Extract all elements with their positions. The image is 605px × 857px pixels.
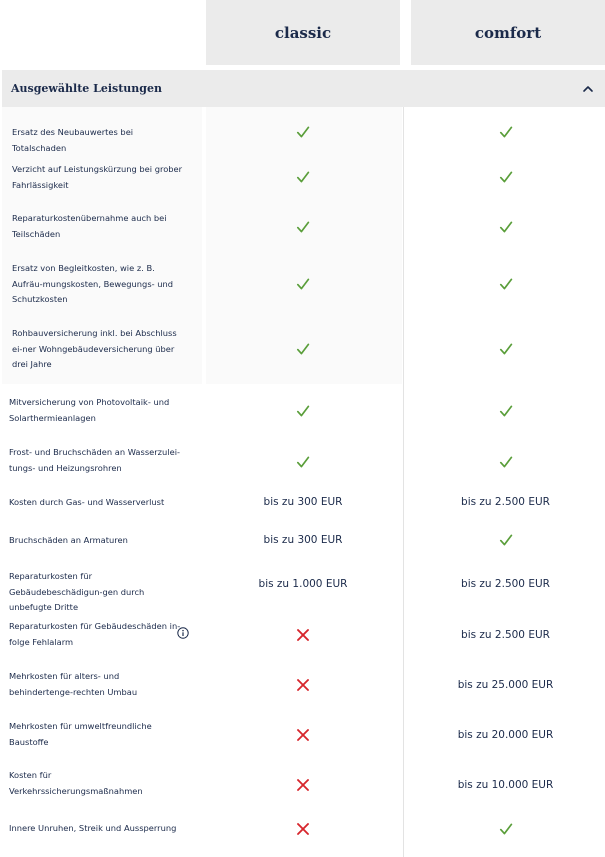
row-label: Reparaturkosten für Gebäudebeschädigun-gen durch unbefugte Dritte <box>9 571 145 612</box>
cross-icon <box>296 728 310 742</box>
row-label: Reparaturkosten für Gebäudeschäden in-folge Fehlalarm <box>9 621 181 647</box>
cell-comfort <box>406 725 605 745</box>
checkmark-icon <box>296 455 310 469</box>
cell-value: bis zu 300 EUR <box>263 496 343 508</box>
plan-name-comfort: comfort <box>474 23 542 42</box>
cell-classic <box>204 819 402 839</box>
checkmark-icon <box>296 404 310 418</box>
checkmark-icon <box>296 170 310 184</box>
cell-comfort <box>406 675 605 695</box>
checkmark-icon <box>499 822 513 836</box>
column-divider <box>403 107 404 857</box>
checkmark-icon <box>296 220 310 234</box>
cross-icon <box>296 678 310 692</box>
row-label: Kosten für Verkehrssicherungsmaßnahmen <box>9 770 143 796</box>
cell-comfort <box>406 530 605 550</box>
row-label: Rohbauversicherung inkl. bei Abschluss ei-ner Wohngebäudeversicherung über drei Jahre <box>12 328 177 369</box>
cross-icon <box>296 822 310 836</box>
cell-comfort <box>406 167 605 187</box>
plan-header-classic <box>206 0 400 65</box>
info-icon[interactable] <box>177 627 189 639</box>
cell-classic <box>204 625 402 645</box>
checkmark-icon <box>499 220 513 234</box>
checkmark-icon <box>499 125 513 139</box>
cell-classic <box>204 339 402 359</box>
row-label: Kosten durch Gas- und Wasserverlust <box>9 497 165 507</box>
cell-comfort <box>406 574 605 594</box>
cell-classic <box>204 492 402 512</box>
cell-comfort <box>406 401 605 421</box>
cell-classic <box>204 675 402 695</box>
cell-comfort <box>406 625 605 645</box>
row-label: Innere Unruhen, Streik und Aussperrung <box>9 823 177 833</box>
cell-comfort <box>406 122 605 142</box>
cell-classic <box>204 574 402 594</box>
cell-classic <box>204 452 402 472</box>
cell-comfort <box>406 217 605 237</box>
cell-classic <box>204 725 402 745</box>
cell-comfort <box>406 274 605 294</box>
cell-comfort <box>406 492 605 512</box>
checkmark-icon <box>499 533 513 547</box>
cell-classic <box>204 167 402 187</box>
chevron-up-icon[interactable] <box>582 83 594 95</box>
cell-value: bis zu 2.500 EUR <box>461 496 550 508</box>
row-label: Reparaturkostenübernahme auch bei Teilschäden <box>12 213 167 239</box>
cell-comfort <box>406 775 605 795</box>
cell-classic <box>204 401 402 421</box>
row-label: Frost- und Bruchschäden an Wasserzulei-tungs- und Heizungsrohren <box>9 447 180 473</box>
plan-name-classic: classic <box>274 23 332 42</box>
cross-icon <box>296 628 310 642</box>
cell-classic <box>204 122 402 142</box>
row-label: Ersatz des Neubauwertes bei Totalschaden <box>12 127 134 153</box>
cell-value: bis zu 1.000 EUR <box>258 578 348 590</box>
checkmark-icon <box>499 170 513 184</box>
cell-comfort <box>406 819 605 839</box>
row-label: Bruchschäden an Armaturen <box>9 535 128 545</box>
section-title: Ausgewählte Leistungen <box>11 82 162 95</box>
checkmark-icon <box>296 342 310 356</box>
cell-classic <box>204 775 402 795</box>
cell-value: bis zu 10.000 EUR <box>457 779 554 791</box>
cell-value: bis zu 300 EUR <box>263 534 343 546</box>
row-label: Verzicht auf Leistungskürzung bei grober Fahrlässigkeit <box>12 164 183 190</box>
checkmark-icon <box>296 125 310 139</box>
plan-header-comfort <box>411 0 605 65</box>
row-label: Mitversicherung von Photovoltaik- und Solarthermieanlagen <box>9 397 170 423</box>
row-label: Mehrkosten für alters- und behindertenge-rechten Umbau <box>9 671 138 697</box>
checkmark-icon <box>499 455 513 469</box>
cell-classic <box>204 274 402 294</box>
cell-comfort <box>406 452 605 472</box>
row-label: Ersatz von Begleitkosten, wie z. B. Aufräu-mungskosten, Bewegungs- und Schutzkosten <box>12 263 174 304</box>
cell-classic <box>204 217 402 237</box>
checkmark-icon <box>296 277 310 291</box>
cross-icon <box>296 778 310 792</box>
cell-value: bis zu 2.500 EUR <box>461 578 550 590</box>
row-label: Mehrkosten für umweltfreundliche Baustoffe <box>9 721 152 747</box>
section-header-ausgewaehlte-leistungen[interactable] <box>2 70 605 107</box>
checkmark-icon <box>499 404 513 418</box>
checkmark-icon <box>499 277 513 291</box>
cell-classic <box>204 530 402 550</box>
cell-value: bis zu 25.000 EUR <box>457 679 554 691</box>
cell-comfort <box>406 339 605 359</box>
cell-value: bis zu 20.000 EUR <box>457 729 554 741</box>
checkmark-icon <box>499 342 513 356</box>
cell-value: bis zu 2.500 EUR <box>461 629 550 641</box>
